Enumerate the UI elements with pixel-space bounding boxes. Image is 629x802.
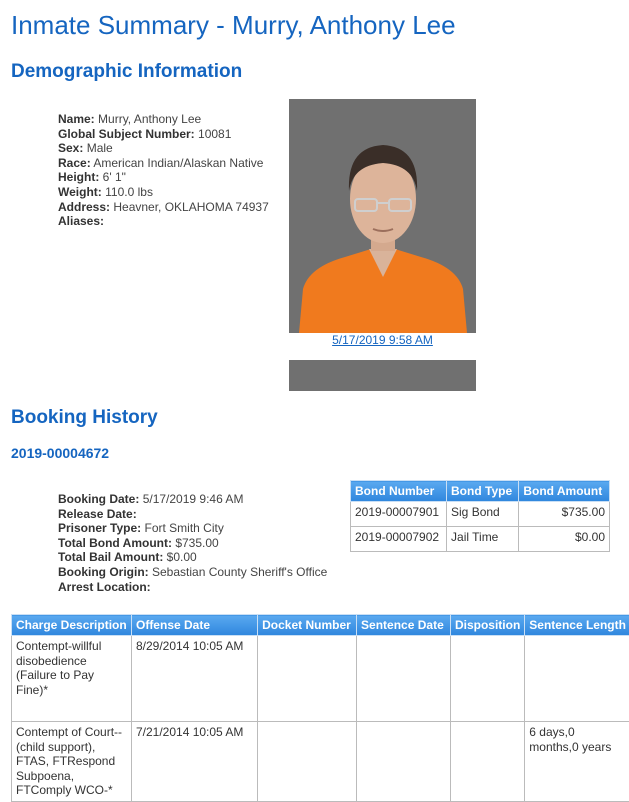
release-date-row xyxy=(58,507,327,522)
bond-number-header: Bond Number xyxy=(351,481,447,502)
table-row xyxy=(12,722,629,802)
field-label: Booking Date: xyxy=(58,492,139,506)
field-label: Name: xyxy=(58,112,95,126)
offense-date-header: Offense Date xyxy=(131,615,257,636)
race-row xyxy=(58,156,269,171)
field-label: Total Bond Amount: xyxy=(58,536,172,550)
sentence-length-cell xyxy=(525,636,629,722)
bond-type-cell: Jail Time xyxy=(447,527,519,552)
bond-type-cell: Sig Bond xyxy=(447,502,519,527)
offense-date-cell: 7/21/2014 10:05 AM xyxy=(131,722,257,802)
arrest-location-row xyxy=(58,580,327,595)
bond-number-cell: 2019-00007902 xyxy=(351,527,447,552)
field-label: Arrest Location: xyxy=(58,580,151,594)
sentence-length-header: Sentence Length xyxy=(525,615,629,636)
sentence-length-cell: 6 days,0 months,0 years xyxy=(525,722,629,802)
mugshot-photo[interactable] xyxy=(289,99,476,333)
weight-row xyxy=(58,185,269,200)
photo-date-link[interactable]: 5/17/2019 9:58 AM xyxy=(289,333,476,347)
sentence-date-cell xyxy=(357,722,451,802)
bond-table xyxy=(350,480,610,552)
booking-date-row xyxy=(58,492,327,507)
docket-number-cell xyxy=(258,722,357,802)
field-label: Total Bail Amount: xyxy=(58,550,163,564)
booking-fields xyxy=(58,492,327,594)
table-row xyxy=(12,636,629,722)
address-row xyxy=(58,200,269,215)
field-label: Prisoner Type: xyxy=(58,521,141,535)
demographic-fields xyxy=(58,112,269,229)
field-value: 110.0 lbs xyxy=(105,185,153,199)
bond-number-cell: 2019-00007901 xyxy=(351,502,447,527)
field-value: 5/17/2019 9:46 AM xyxy=(143,492,244,506)
field-value: Heavner, OKLAHOMA 74937 xyxy=(113,200,268,214)
demographic-heading: Demographic Information xyxy=(11,61,242,83)
global-subject-number-row xyxy=(58,127,269,142)
disposition-cell xyxy=(450,636,524,722)
field-label: Height: xyxy=(58,170,99,184)
prisoner-type-row xyxy=(58,521,327,536)
field-label: Release Date: xyxy=(58,507,137,521)
sentence-date-cell xyxy=(357,636,451,722)
field-value: $0.00 xyxy=(167,550,197,564)
field-label: Global Subject Number: xyxy=(58,127,195,141)
field-label: Sex: xyxy=(58,141,83,155)
bond-type-header: Bond Type xyxy=(447,481,519,502)
table-row xyxy=(351,502,610,527)
charge-description-header: Charge Description xyxy=(12,615,132,636)
name-row xyxy=(58,112,269,127)
charges-header-row xyxy=(12,615,629,636)
field-value: 10081 xyxy=(198,127,231,141)
field-value: $735.00 xyxy=(175,536,218,550)
booking-number: 2019-00004672 xyxy=(11,445,109,461)
field-value: Sebastian County Sheriff's Office xyxy=(152,565,327,579)
page-title: Inmate Summary - Murry, Anthony Lee xyxy=(11,10,456,41)
field-value: Male xyxy=(87,141,113,155)
mugshot-image xyxy=(289,99,476,333)
aliases-row xyxy=(58,214,269,229)
docket-number-cell xyxy=(258,636,357,722)
height-row xyxy=(58,170,269,185)
field-label: Aliases: xyxy=(58,214,104,228)
field-label: Weight: xyxy=(58,185,102,199)
bond-amount-cell: $735.00 xyxy=(519,502,610,527)
field-label: Race: xyxy=(58,156,91,170)
booking-history-heading: Booking History xyxy=(11,407,158,429)
disposition-header: Disposition xyxy=(450,615,524,636)
total-bond-row xyxy=(58,536,327,551)
sex-row xyxy=(58,141,269,156)
field-label: Booking Origin: xyxy=(58,565,149,579)
field-value: Fort Smith City xyxy=(144,521,223,535)
field-value: Murry, Anthony Lee xyxy=(98,112,201,126)
field-value: American Indian/Alaskan Native xyxy=(93,156,263,170)
bond-amount-header: Bond Amount xyxy=(519,481,610,502)
table-row xyxy=(351,527,610,552)
charge-description-cell: Contempt of Court--(child support), FTAS, FTRespond Subpoena, FTComply WCO-* xyxy=(12,722,132,802)
bond-amount-cell: $0.00 xyxy=(519,527,610,552)
photo-thumbnail[interactable] xyxy=(289,360,476,391)
charge-description-cell: Contempt-willful disobedience (Failure to Pay Fine)* xyxy=(12,636,132,722)
sentence-date-header: Sentence Date xyxy=(357,615,451,636)
offense-date-cell: 8/29/2014 10:05 AM xyxy=(131,636,257,722)
total-bail-row xyxy=(58,550,327,565)
bond-header-row xyxy=(351,481,610,502)
field-value: 6' 1" xyxy=(103,170,126,184)
disposition-cell xyxy=(450,722,524,802)
booking-origin-row xyxy=(58,565,327,580)
field-label: Address: xyxy=(58,200,110,214)
docket-number-header: Docket Number xyxy=(258,615,357,636)
charges-table xyxy=(11,614,629,802)
